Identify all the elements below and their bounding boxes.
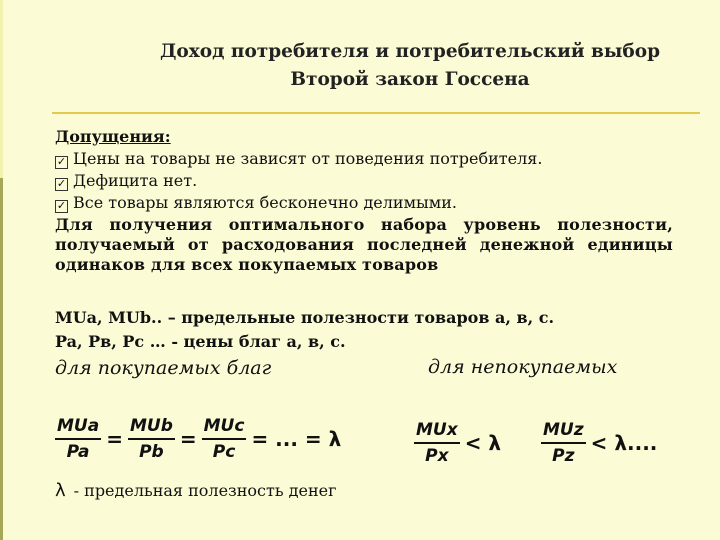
checkbox-icon: ✓: [56, 155, 67, 168]
fraction-mux-px: [414, 420, 460, 466]
checkbox-icon: ✓: [56, 177, 67, 190]
fraction-muc-pc: [202, 416, 247, 462]
denominator: Pz: [552, 446, 575, 466]
definition-prices: Pa, Pв, Pc … - цены благ а, в, с.: [55, 332, 346, 351]
numerator: MUz: [541, 420, 586, 444]
label-purchased-goods: для покупаемых благ: [55, 357, 272, 379]
fraction-mub-pb: [128, 416, 175, 462]
assumptions-heading: Допущения:: [55, 127, 171, 146]
assumption-text: Дефицита нет.: [73, 171, 198, 190]
slide-title: [150, 38, 670, 94]
label-not-purchased-goods: для непокупаемых: [428, 356, 618, 378]
lambda-symbol: λ: [55, 480, 66, 501]
equimarginal-formula: [55, 416, 346, 462]
less-than-lambda: < λ: [464, 431, 502, 455]
non-purchased-formula-x: [414, 420, 506, 466]
definition-marginal-utility: MUa, MUb.. – предельные полезности товаров а, в, с.: [55, 308, 555, 327]
numerator: MUa: [55, 416, 101, 440]
checkbox-icon: ✓: [56, 199, 67, 212]
fraction-muz-pz: [541, 420, 586, 466]
denominator: Pb: [139, 442, 164, 462]
numerator: MUb: [128, 416, 175, 440]
assumption-text: Все товары являются бесконечно делимыми.: [73, 193, 457, 212]
assumption-item: [55, 170, 673, 192]
denominator: Pc: [212, 442, 236, 462]
assumption-item: [55, 192, 673, 214]
equals-sign: =: [106, 427, 123, 451]
numerator: MUx: [414, 420, 460, 444]
denominator: Px: [425, 446, 449, 466]
assumption-text: Цены на товары не зависят от поведения потребителя.: [73, 149, 543, 168]
accent-bar-top: [0, 0, 3, 178]
title-divider: [52, 112, 700, 114]
title-line-1: Доход потребителя и потребительский выбор: [159, 41, 661, 62]
accent-bar-bottom: [0, 178, 3, 540]
less-than-lambda: < λ....: [590, 431, 658, 455]
assumption-item: [55, 148, 673, 170]
optimal-set-paragraph: Для получения оптимального набора уровень полезности, получаемый от расходования последней денежной единицы одинаков для всех покупаемых товаров: [55, 215, 673, 274]
definitions-block: [55, 306, 554, 354]
equals-sign: =: [179, 427, 197, 451]
lambda-definition: [55, 480, 337, 501]
fraction-mua-pa: [55, 416, 101, 462]
non-purchased-formula-z: [541, 420, 662, 466]
numerator: MUc: [202, 416, 247, 440]
lambda-text: - предельная полезность денег: [73, 481, 337, 500]
assumptions-block: [55, 126, 673, 275]
denominator: Pa: [66, 442, 90, 462]
equals-lambda: = ... = λ: [251, 427, 342, 451]
title-line-2: Второй закон Госсена: [290, 69, 530, 90]
